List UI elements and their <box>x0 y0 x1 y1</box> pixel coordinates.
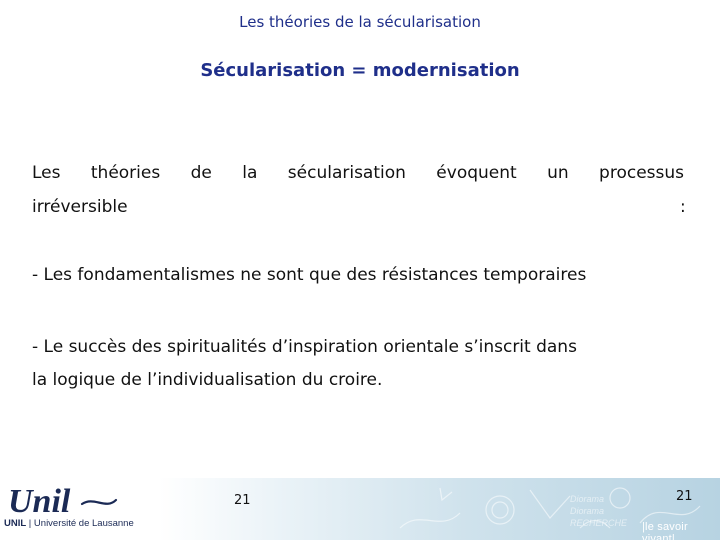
bullet-point-1: - Les fondamentalismes ne sont que des résistances temporaires <box>32 265 587 285</box>
deco-text-1: Diorama <box>570 494 605 504</box>
bullet-point-2-line-2: la logique de l’individualisation du croire. <box>32 370 383 390</box>
logo-caption-bold: UNIL <box>4 518 27 529</box>
intro-line-2-word: irréversible <box>32 197 128 217</box>
header-title: Les théories de la sécularisation <box>239 13 481 31</box>
svg-text:Unil: Unil <box>8 483 71 520</box>
deco-text-3: RECHERCHE <box>570 518 628 528</box>
intro-line-1: Les théories de la sécularisation évoquent un processus <box>32 163 684 183</box>
intro-line-2-colon: : <box>680 197 686 217</box>
page-number-left: 21 <box>234 493 251 508</box>
deco-text-2: Diorama <box>570 506 605 516</box>
unil-logo <box>4 482 174 538</box>
logo-caption <box>4 518 134 529</box>
logo-caption-rest: | Université de Lausanne <box>26 518 134 529</box>
slide-title: Sécularisation = modernisation <box>200 60 520 81</box>
tagline: |le savoir vivant| <box>642 521 688 545</box>
unil-logo-mark <box>4 482 174 522</box>
page-number-right: 21 <box>676 489 693 504</box>
bullet-point-2-line-1: - Le succès des spiritualités d’inspiration orientale s’inscrit dans <box>32 337 577 357</box>
